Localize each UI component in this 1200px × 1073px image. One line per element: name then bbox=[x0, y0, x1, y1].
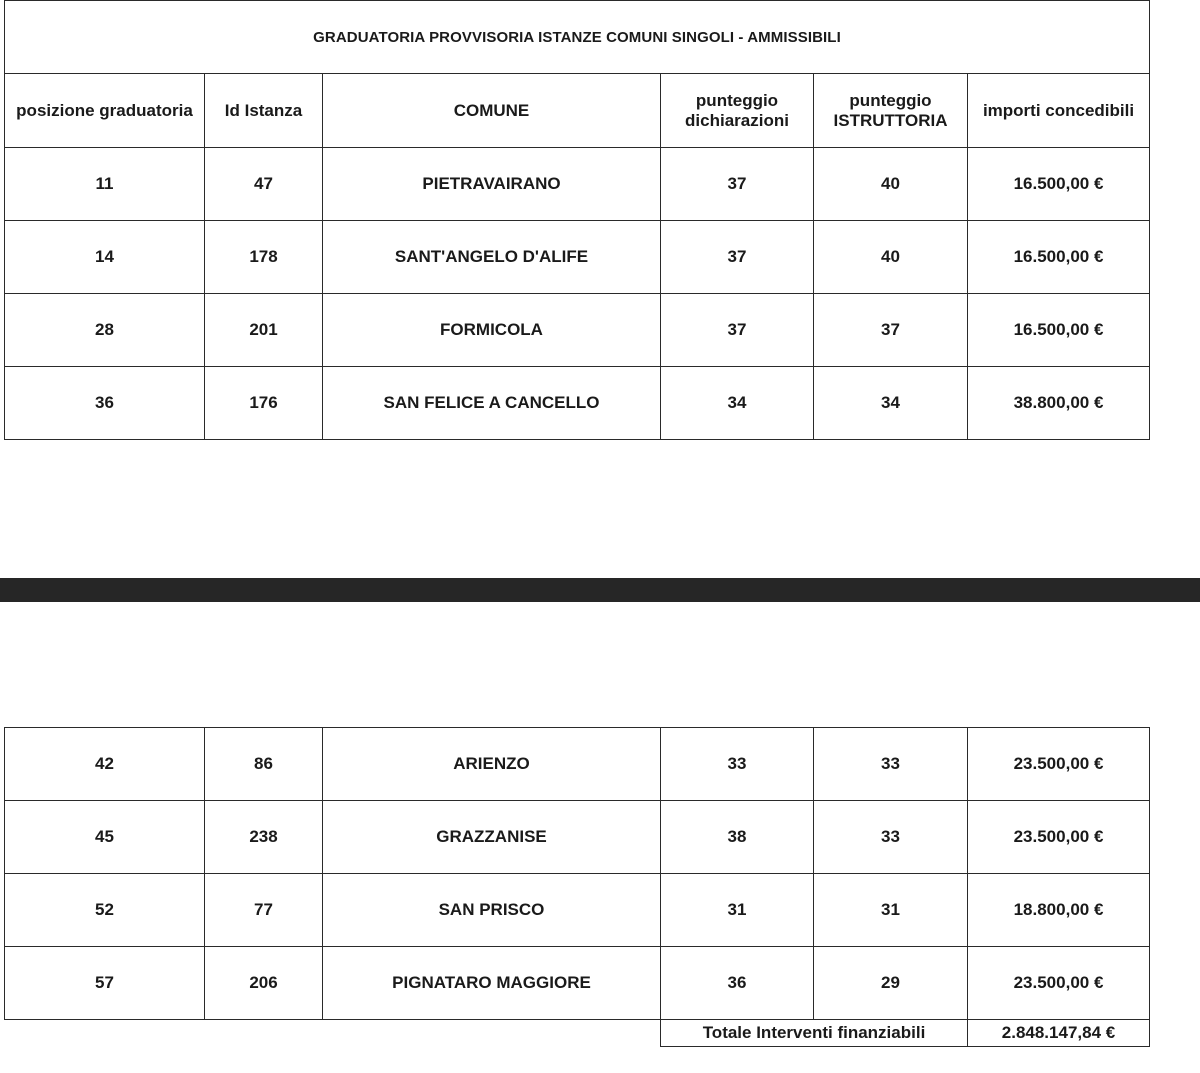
cell-dichiarazioni: 37 bbox=[661, 148, 814, 221]
cell-importo: 16.500,00 € bbox=[968, 148, 1150, 221]
cell-importo: 16.500,00 € bbox=[968, 221, 1150, 294]
table-row bbox=[5, 947, 1150, 1020]
total-spacer bbox=[5, 1020, 661, 1047]
table-row bbox=[5, 801, 1150, 874]
cell-comune: FORMICOLA bbox=[323, 294, 661, 367]
header-posizione: posizione graduatoria bbox=[5, 74, 205, 148]
cell-dichiarazioni: 37 bbox=[661, 294, 814, 367]
cell-posizione: 11 bbox=[5, 148, 205, 221]
cell-dichiarazioni: 31 bbox=[661, 874, 814, 947]
cell-posizione: 14 bbox=[5, 221, 205, 294]
cell-dichiarazioni: 38 bbox=[661, 801, 814, 874]
cell-id: 77 bbox=[205, 874, 323, 947]
cell-istruttoria: 29 bbox=[814, 947, 968, 1020]
cell-istruttoria: 33 bbox=[814, 728, 968, 801]
cell-id: 176 bbox=[205, 367, 323, 440]
cell-dichiarazioni: 33 bbox=[661, 728, 814, 801]
total-value: 2.848.147,84 € bbox=[968, 1020, 1150, 1047]
cell-importo: 23.500,00 € bbox=[968, 801, 1150, 874]
cell-comune: ARIENZO bbox=[323, 728, 661, 801]
table-row bbox=[5, 294, 1150, 367]
cell-posizione: 42 bbox=[5, 728, 205, 801]
ranking-table-bottom bbox=[4, 727, 1150, 1047]
cell-istruttoria: 40 bbox=[814, 221, 968, 294]
cell-posizione: 57 bbox=[5, 947, 205, 1020]
total-row bbox=[5, 1020, 1150, 1047]
table-title: GRADUATORIA PROVVISORIA ISTANZE COMUNI SINGOLI - AMMISSIBILI bbox=[5, 1, 1150, 74]
table-row bbox=[5, 728, 1150, 801]
cell-istruttoria: 33 bbox=[814, 801, 968, 874]
header-row bbox=[5, 74, 1150, 148]
ranking-table-top bbox=[4, 0, 1150, 440]
cell-importo: 18.800,00 € bbox=[968, 874, 1150, 947]
cell-posizione: 36 bbox=[5, 367, 205, 440]
cell-id: 201 bbox=[205, 294, 323, 367]
cell-comune: PIGNATARO MAGGIORE bbox=[323, 947, 661, 1020]
cell-importo: 23.500,00 € bbox=[968, 947, 1150, 1020]
header-id-istanza: Id Istanza bbox=[205, 74, 323, 148]
cell-id: 206 bbox=[205, 947, 323, 1020]
cell-dichiarazioni: 36 bbox=[661, 947, 814, 1020]
cell-id: 47 bbox=[205, 148, 323, 221]
cell-comune: GRAZZANISE bbox=[323, 801, 661, 874]
cell-comune: SAN FELICE A CANCELLO bbox=[323, 367, 661, 440]
cell-importo: 16.500,00 € bbox=[968, 294, 1150, 367]
cell-id: 178 bbox=[205, 221, 323, 294]
cell-istruttoria: 34 bbox=[814, 367, 968, 440]
cell-posizione: 45 bbox=[5, 801, 205, 874]
cell-comune: PIETRAVAIRANO bbox=[323, 148, 661, 221]
table-row bbox=[5, 221, 1150, 294]
cell-comune: SANT'ANGELO D'ALIFE bbox=[323, 221, 661, 294]
table-row bbox=[5, 148, 1150, 221]
cell-comune: SAN PRISCO bbox=[323, 874, 661, 947]
header-importi: importi concedibili bbox=[968, 74, 1150, 148]
cell-importo: 23.500,00 € bbox=[968, 728, 1150, 801]
page-separator-band bbox=[0, 578, 1200, 602]
cell-istruttoria: 37 bbox=[814, 294, 968, 367]
cell-id: 238 bbox=[205, 801, 323, 874]
cell-dichiarazioni: 37 bbox=[661, 221, 814, 294]
total-label: Totale Interventi finanziabili bbox=[661, 1020, 968, 1047]
cell-dichiarazioni: 34 bbox=[661, 367, 814, 440]
header-punteggio-istruttoria: punteggio ISTRUTTORIA bbox=[814, 74, 968, 148]
cell-posizione: 52 bbox=[5, 874, 205, 947]
cell-istruttoria: 31 bbox=[814, 874, 968, 947]
header-comune: COMUNE bbox=[323, 74, 661, 148]
cell-istruttoria: 40 bbox=[814, 148, 968, 221]
header-punteggio-dichiarazioni: punteggio dichiarazioni bbox=[661, 74, 814, 148]
table-row bbox=[5, 874, 1150, 947]
cell-importo: 38.800,00 € bbox=[968, 367, 1150, 440]
cell-id: 86 bbox=[205, 728, 323, 801]
table-row bbox=[5, 367, 1150, 440]
cell-posizione: 28 bbox=[5, 294, 205, 367]
